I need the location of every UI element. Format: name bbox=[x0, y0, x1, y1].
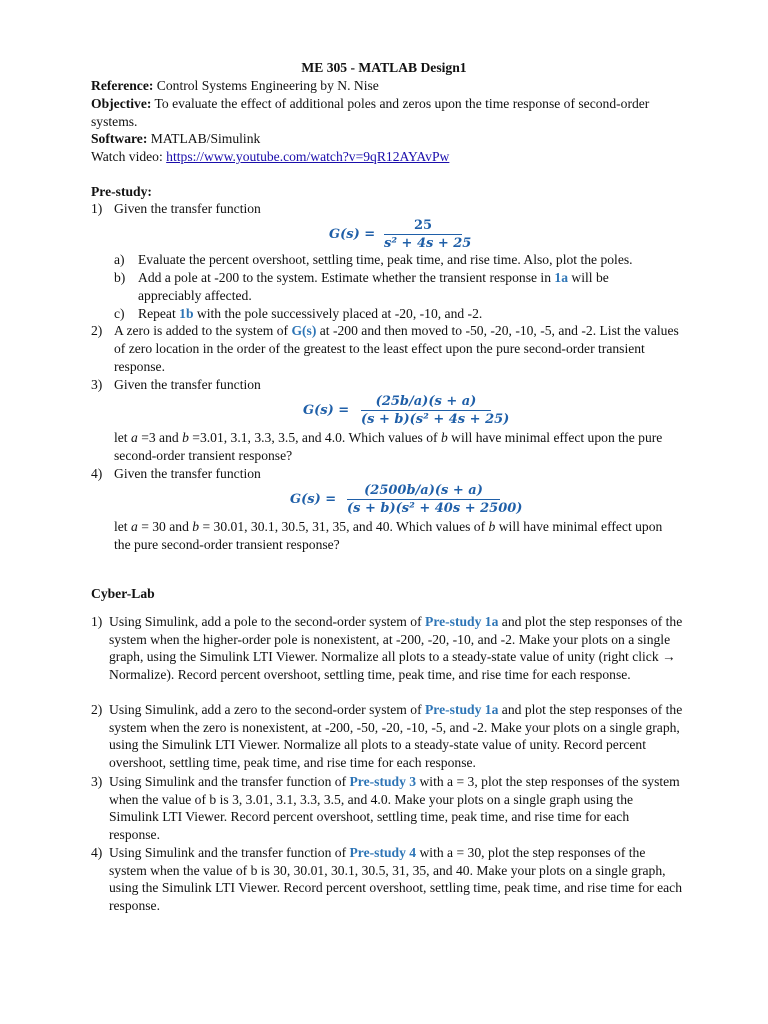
item-number: 2) bbox=[91, 323, 103, 338]
video-label: Watch video: bbox=[91, 149, 167, 164]
equation-lhs: G(s) = bbox=[290, 492, 337, 507]
prestudy-item-1 bbox=[91, 200, 683, 218]
text-run: Using Simulink, add a pole to the second-order system of bbox=[109, 614, 426, 629]
reference-text: Control Systems Engineering by N. Nise bbox=[156, 78, 379, 93]
text-run: = 30 and bbox=[137, 519, 193, 534]
objective-text: To evaluate the effect of additional poles and zeros upon the time response of second-order systems. bbox=[91, 96, 650, 129]
cyberlab-item-1 bbox=[91, 613, 683, 683]
cyberlab-item-4 bbox=[91, 844, 683, 914]
cross-reference: G(s) bbox=[291, 323, 317, 338]
software-label: Software: bbox=[91, 131, 148, 146]
prestudy-item-4 bbox=[91, 465, 683, 483]
objective-label: Objective: bbox=[91, 96, 152, 111]
item-text bbox=[109, 613, 683, 683]
video-line bbox=[91, 148, 681, 166]
equation-denominator: s² + 4s + 25 bbox=[384, 236, 472, 251]
equation-3 bbox=[303, 393, 510, 431]
text-run: =3.01, 3.1, 3.3, 3.5, and 4.0. Which values of bbox=[188, 430, 441, 445]
prestudy-item-1b bbox=[114, 269, 656, 305]
subitem-letter: c) bbox=[114, 306, 125, 321]
text-run: Using Simulink and the transfer function of bbox=[109, 845, 350, 860]
variable: b bbox=[440, 430, 448, 445]
item-text: Given the transfer function bbox=[114, 201, 261, 216]
objective-line bbox=[91, 95, 681, 131]
text-run: with a = 3, plot the step responses of the system when the value of b is 3, 3.01, 3.1, 3.3, 3.5, and 4.0. Make your plots on a single graph using the Simulink LTI Viewer. Record percent overshoot, settling time, peak time, and rise time for each response. bbox=[109, 774, 680, 842]
text-run: let bbox=[114, 519, 131, 534]
text-run: and plot the step responses of the system when the higher-order pole is nonexistent, at -200, -20, -10, and -2. Make your plots on a single graph, using the Simulink LTI Viewer. Normalize all plots to a steady-state value of unity (right click → Normalize). Record percent overshoot, settling time, peak time, and rise time for each response. bbox=[109, 614, 683, 682]
text-run: and plot the step responses of the system when the zero is nonexistent, at -200, -50, -20, -10, -5, and -2. Make your plots on a single graph, using the Simulink LTI Viewer. Normalize all plots to a steady-state value of unity. Record percent overshoot, settling time, peak time, and rise time for each response. bbox=[109, 702, 683, 770]
equation-denominator: (s + b)(s² + 40s + 2500) bbox=[347, 501, 523, 516]
text-run: let bbox=[114, 430, 131, 445]
prestudy-item-1c bbox=[114, 305, 656, 323]
subitem-text: Evaluate the percent overshoot, settling time, peak time, and rise time. Also, plot the poles. bbox=[138, 252, 633, 267]
text-run: =3 and bbox=[137, 430, 183, 445]
text-run: at -200 and then moved to -50, -20, -10, -5, and -2. List the values of zero location in the order of the greatest to the least effect upon the pure second-order transient response. bbox=[114, 323, 679, 374]
item-text bbox=[109, 844, 683, 914]
variable: a bbox=[131, 430, 138, 445]
item-number: 1) bbox=[91, 201, 103, 216]
text-run: with the pole successively placed at -20, -10, and -2. bbox=[193, 306, 483, 321]
item-number: 3) bbox=[91, 774, 103, 789]
prestudy-item-3 bbox=[91, 376, 683, 394]
text-run: = 30.01, 30.1, 30.5, 31, 35, and 40. Which values of bbox=[199, 519, 489, 534]
subitem-text bbox=[138, 305, 656, 323]
cross-reference: 1a bbox=[554, 270, 568, 285]
reference-line bbox=[91, 77, 681, 95]
equation-fraction bbox=[361, 393, 510, 428]
text-run: Repeat bbox=[138, 306, 180, 321]
item-text bbox=[109, 701, 683, 771]
item-text bbox=[109, 773, 683, 843]
cross-reference: Pre-study 1a bbox=[425, 702, 499, 717]
variable: b bbox=[182, 430, 189, 445]
item-number: 1) bbox=[91, 614, 103, 629]
variable: b bbox=[192, 519, 200, 534]
item-number: 2) bbox=[91, 702, 103, 717]
video-link[interactable]: https://www.youtube.com/watch?v=9qR12AYAvPw bbox=[166, 149, 450, 164]
text-run: will have minimal effect upon the pure second-order transient response? bbox=[114, 430, 663, 463]
software-text: MATLAB/Simulink bbox=[150, 131, 261, 146]
item-text bbox=[114, 322, 683, 376]
equation-fraction bbox=[384, 217, 472, 252]
cross-reference: Pre-study 4 bbox=[349, 845, 417, 860]
reference-label: Reference: bbox=[91, 78, 154, 93]
text-run: Using Simulink and the transfer function of bbox=[109, 774, 350, 789]
equation-numerator: (25b/a)(s + a) bbox=[375, 394, 477, 409]
cyberlab-heading: Cyber-Lab bbox=[91, 586, 155, 601]
equation-lhs: G(s) = bbox=[329, 227, 376, 242]
cyberlab-item-3 bbox=[91, 773, 683, 843]
software-line bbox=[91, 130, 681, 148]
prestudy-item-3-text bbox=[114, 429, 674, 465]
subitem-text bbox=[138, 269, 656, 305]
cyberlab-item-2 bbox=[91, 701, 683, 771]
text-run: will be appreciably affected. bbox=[138, 270, 609, 303]
item-number: 3) bbox=[91, 377, 103, 392]
equation-1 bbox=[329, 217, 472, 255]
text-run: Add a pole at -200 to the system. Estimate whether the transient response in bbox=[138, 270, 555, 285]
equation-4 bbox=[290, 482, 523, 520]
equation-denominator: (s + b)(s² + 4s + 25) bbox=[361, 412, 510, 427]
variable: a bbox=[131, 519, 138, 534]
equation-numerator: 25 bbox=[413, 218, 433, 233]
item-number: 4) bbox=[91, 845, 103, 860]
equation-lhs: G(s) = bbox=[303, 403, 350, 418]
text-run: with a = 30, plot the step responses of the system when the value of b is 30, 30.01, 30.1, 30.5, 31, 35, and 40. Make your plots on a single graph, using the Simulink LTI Viewer. Record percent overshoot, settling time, peak time, and rise time for each response. bbox=[109, 845, 683, 913]
equation-numerator: (2500b/a)(s + a) bbox=[364, 483, 483, 498]
variable: b bbox=[488, 519, 496, 534]
item-text: Given the transfer function bbox=[114, 377, 261, 392]
cross-reference: 1b bbox=[179, 306, 194, 321]
document-title: ME 305 - MATLAB Design1 bbox=[301, 60, 467, 75]
prestudy-item-4-text bbox=[114, 518, 674, 554]
text-run: Using Simulink, add a zero to the second-order system of bbox=[109, 702, 425, 717]
item-number: 4) bbox=[91, 466, 103, 481]
prestudy-item-2 bbox=[91, 322, 683, 376]
subitem-letter: a) bbox=[114, 252, 125, 267]
cross-reference: Pre-study 1a bbox=[425, 614, 499, 629]
subitem-letter: b) bbox=[114, 270, 126, 285]
text-run: A zero is added to the system of bbox=[114, 323, 292, 338]
prestudy-item-1a bbox=[114, 251, 656, 269]
equation-fraction bbox=[347, 482, 523, 517]
item-text: Given the transfer function bbox=[114, 466, 261, 481]
text-run: will have minimal effect upon the pure second-order transient response? bbox=[114, 519, 663, 552]
cross-reference: Pre-study 3 bbox=[349, 774, 417, 789]
prestudy-heading: Pre-study: bbox=[91, 184, 152, 199]
